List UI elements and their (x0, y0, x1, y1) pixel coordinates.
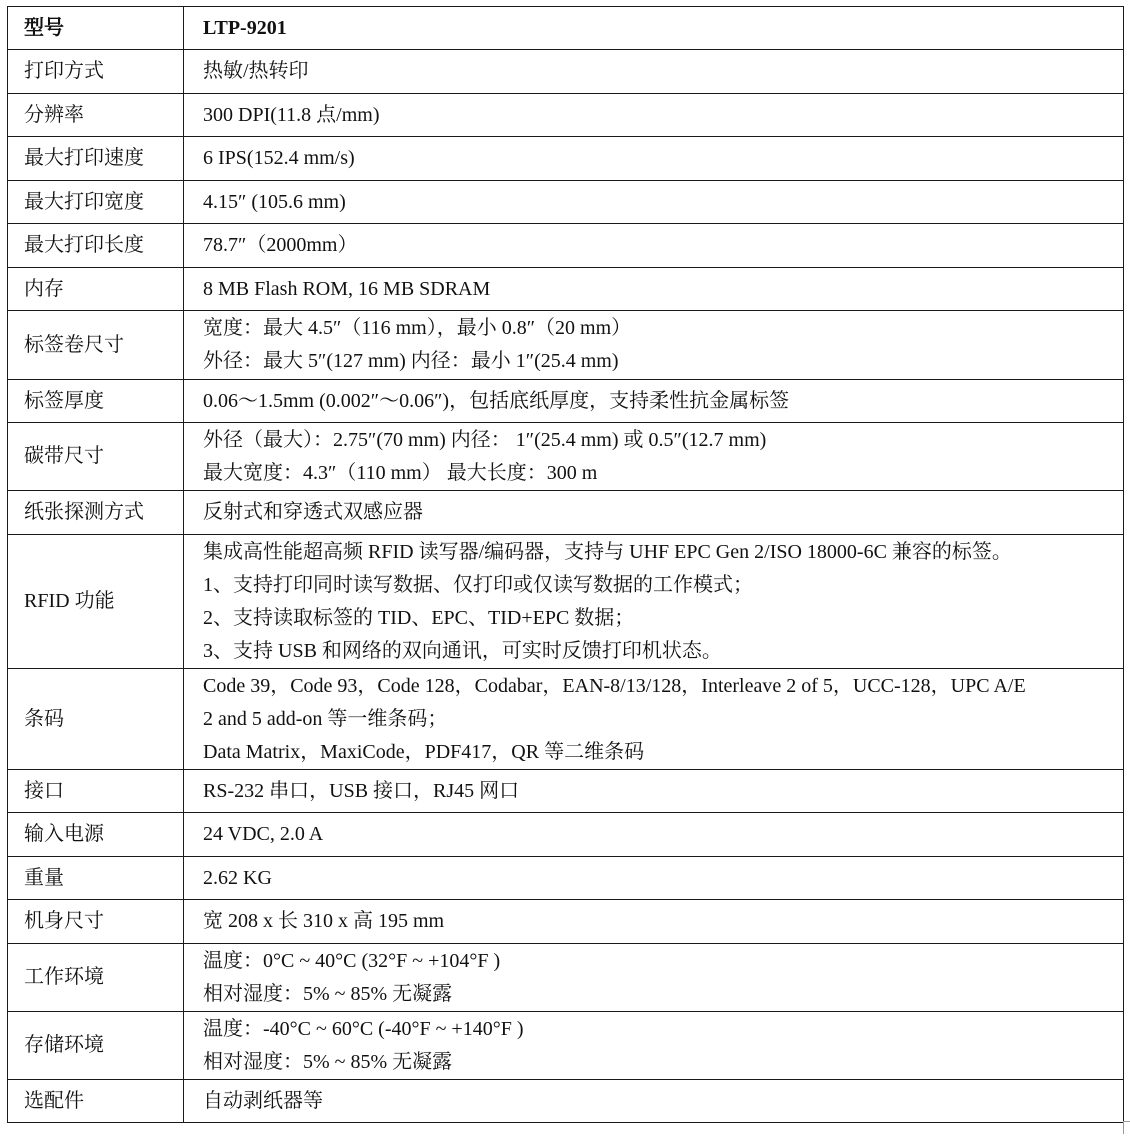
value-line: 外径（最大）：2.75″(70 mm) 内径： 1″(25.4 mm) 或 0.5″(12.7 mm) (203, 428, 767, 451)
value-line: 78.7″（2000mm） (203, 234, 358, 256)
value-line: Data Matrix，MaxiCode，PDF417，QR 等二维条码 (203, 740, 645, 763)
header-row (8, 7, 1124, 50)
value-line: 宽 208 x 长 310 x 高 195 mm (203, 910, 445, 932)
row-label: 分辨率 (8, 94, 184, 137)
value-line: 相对湿度：5% ~ 85% 无凝露 (203, 1050, 453, 1073)
spec-row-rfid (8, 535, 1124, 669)
spec-row-label-thickness (8, 380, 1124, 423)
row-value (184, 1012, 1124, 1080)
row-value (184, 380, 1124, 423)
row-value (184, 857, 1124, 900)
spec-row-resolution (8, 94, 1124, 137)
row-label: 最大打印长度 (8, 224, 184, 268)
spec-row-max-speed (8, 137, 1124, 181)
value-line: 2.62 KG (203, 866, 272, 889)
value-line: 300 DPI(11.8 点/mm) (203, 103, 380, 126)
value-line: 0.06～1.5mm (0.002″～0.06″)，包括底纸厚度，支持柔性抗金属标签 (203, 389, 790, 412)
value-line: 1、支持打印同时读写数据、仅打印或仅读写数据的工作模式； (203, 573, 753, 596)
row-value (184, 900, 1124, 944)
row-label: 选配件 (8, 1080, 184, 1123)
spec-row-storage-env (8, 1012, 1124, 1080)
row-label: 输入电源 (8, 813, 184, 857)
row-label: 存储环境 (8, 1012, 184, 1080)
row-label: 碳带尺寸 (8, 423, 184, 491)
value-line: Code 39，Code 93，Code 128，Codabar，EAN-8/13/128，Interleave 2 of 5，UCC-128，UPC A/E (203, 674, 1026, 697)
model-value: LTP-9201 (184, 7, 1124, 50)
row-label: 接口 (8, 770, 184, 813)
row-value (184, 669, 1124, 770)
row-label: 内存 (8, 268, 184, 311)
row-label: 工作环境 (8, 944, 184, 1012)
row-value (184, 770, 1124, 813)
row-value (184, 944, 1124, 1012)
row-label: 条码 (8, 669, 184, 770)
value-line: 8 MB Flash ROM, 16 MB SDRAM (203, 277, 491, 300)
spec-row-ribbon (8, 423, 1124, 491)
value-line: 24 VDC, 2.0 A (203, 823, 324, 845)
spec-row-memory (8, 268, 1124, 311)
value-line: 相对湿度：5% ~ 85% 无凝露 (203, 982, 453, 1005)
value-line: 2、支持读取标签的 TID、EPC、TID+EPC 数据； (203, 606, 635, 629)
value-line: 温度：-40°C ~ 60°C (-40°F ~ +140°F ) (203, 1017, 524, 1040)
row-label: 重量 (8, 857, 184, 900)
value-line: RS-232 串口，USB 接口，RJ45 网口 (203, 779, 520, 802)
spec-row-power (8, 813, 1124, 857)
row-value (184, 224, 1124, 268)
value-line: 宽度：最大 4.5″（116 mm），最小 0.8″（20 mm） (203, 317, 632, 339)
row-value (184, 137, 1124, 181)
value-line: 集成高性能超高频 RFID 读写器/编码器，支持与 UHF EPC Gen 2/ISO 18000-6C 兼容的标签。 (203, 540, 1012, 563)
value-line: 热敏/热转印 (203, 60, 309, 82)
value-line: 外径：最大 5″(127 mm) 内径：最小 1″(25.4 mm) (203, 350, 619, 372)
row-value (184, 94, 1124, 137)
row-value (184, 423, 1124, 491)
spec-row-max-length (8, 224, 1124, 268)
value-line: 自动剥纸器等 (203, 1089, 323, 1112)
row-label: 标签卷尺寸 (8, 311, 184, 380)
spec-row-operating-env (8, 944, 1124, 1012)
spec-row-max-width (8, 181, 1124, 224)
row-label: 机身尺寸 (8, 900, 184, 944)
value-line: 3、支持 USB 和网络的双向通讯，可实时反馈打印机状态。 (203, 639, 722, 662)
spec-table (7, 6, 1124, 1123)
model-label: 型号 (8, 7, 184, 50)
spec-row-sensor (8, 491, 1124, 535)
row-label: 最大打印宽度 (8, 181, 184, 224)
value-line: 6 IPS(152.4 mm/s) (203, 147, 355, 169)
value-line: 4.15″ (105.6 mm) (203, 190, 346, 213)
value-line: 最大宽度：4.3″（110 mm） 最大长度：300 m (203, 461, 598, 484)
row-label: 纸张探测方式 (8, 491, 184, 535)
spec-row-print-method (8, 50, 1124, 94)
row-label: RFID 功能 (8, 535, 184, 669)
row-value (184, 491, 1124, 535)
spec-row-interface (8, 770, 1124, 813)
spec-row-label-roll (8, 311, 1124, 380)
value-line: 温度：0°C ~ 40°C (32°F ~ +104°F ) (203, 949, 501, 972)
row-value (184, 535, 1124, 669)
row-value (184, 813, 1124, 857)
row-value (184, 311, 1124, 380)
row-value (184, 1080, 1124, 1123)
spec-row-dimensions (8, 900, 1124, 944)
spec-row-barcode (8, 669, 1124, 770)
row-value (184, 50, 1124, 94)
row-label: 标签厚度 (8, 380, 184, 423)
value-line: 2 and 5 add-on 等一维条码； (203, 707, 448, 730)
row-value (184, 181, 1124, 224)
spec-row-options (8, 1080, 1124, 1123)
page-corner-mark (1123, 1121, 1130, 1134)
row-label: 最大打印速度 (8, 137, 184, 181)
value-line: 反射式和穿透式双感应器 (203, 501, 423, 523)
row-value (184, 268, 1124, 311)
row-label: 打印方式 (8, 50, 184, 94)
spec-row-weight (8, 857, 1124, 900)
